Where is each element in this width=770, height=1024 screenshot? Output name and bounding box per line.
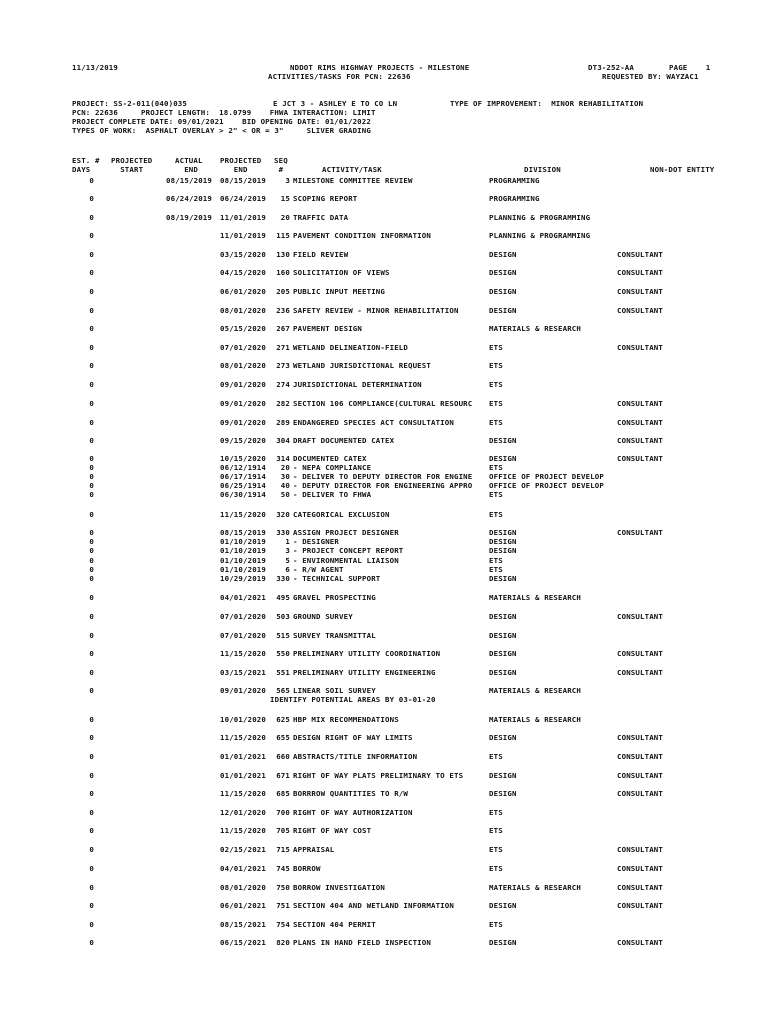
row-activity: ENDANGERED SPECIES ACT CONSULTATION (293, 418, 454, 427)
report-id: DT3-252-AA (588, 63, 634, 72)
col-division: DIVISION (524, 165, 561, 174)
row-days: 0 (89, 343, 94, 352)
row-seq: 130 (276, 250, 290, 259)
row-days: 0 (89, 612, 94, 621)
row-projected-end: 05/15/2020 (220, 324, 266, 333)
row-projected-end: 06/30/1914 (220, 490, 266, 499)
row-projected-end: 01/01/2021 (220, 771, 266, 780)
row-seq: 20 (280, 213, 290, 222)
row-actual-end: 06/24/2019 (166, 194, 212, 203)
row-seq: 660 (276, 752, 290, 761)
row-days: 0 (89, 472, 94, 481)
row-division: ETS (489, 343, 503, 352)
row-projected-end: 08/01/2020 (220, 306, 266, 315)
row-days: 0 (89, 324, 94, 333)
row-projected-end: 01/10/2019 (220, 537, 266, 546)
col-activity: ACTIVITY/TASK (322, 165, 382, 174)
row-projected-end: 04/01/2021 (220, 864, 266, 873)
row-days: 0 (89, 565, 94, 574)
row-division: PLANNING & PROGRAMMING (489, 231, 591, 240)
row-division: DESIGN (489, 574, 517, 583)
row-projected-end: 11/15/2020 (220, 649, 266, 658)
row-seq: 160 (276, 268, 290, 277)
row-entity: CONSULTANT (617, 901, 663, 910)
row-division: MATERIALS & RESEARCH (489, 593, 581, 602)
row-projected-end: 07/01/2020 (220, 631, 266, 640)
row-seq: 565 (276, 686, 290, 695)
row-projected-end: 09/01/2020 (220, 380, 266, 389)
row-division: ETS (489, 463, 503, 472)
row-projected-end: 09/01/2020 (220, 399, 266, 408)
row-seq: 115 (276, 231, 290, 240)
row-days: 0 (89, 938, 94, 947)
row-projected-end: 11/01/2019 (220, 213, 266, 222)
row-entity: CONSULTANT (617, 250, 663, 259)
types-of-work: TYPES OF WORK: ASPHALT OVERLAY > 2" < OR = 3" SLIVER GRADING (72, 126, 371, 135)
row-note: IDENTIFY POTENTIAL AREAS BY 03-01-20 (270, 695, 436, 704)
improvement-type: TYPE OF IMPROVEMENT: MINOR REHABILITATION (450, 99, 644, 108)
row-division: ETS (489, 418, 503, 427)
row-days: 0 (89, 490, 94, 499)
row-entity: CONSULTANT (617, 938, 663, 947)
row-activity: PRELIMINARY UTILITY COORDINATION (293, 649, 441, 658)
row-seq: 515 (276, 631, 290, 640)
row-division: DESIGN (489, 612, 517, 621)
row-division: OFFICE OF PROJECT DEVELOP (489, 472, 604, 481)
col-est-days: EST. # DAYS (72, 156, 100, 175)
row-division: ETS (489, 826, 503, 835)
row-seq: 625 (276, 715, 290, 724)
row-activity: SECTION 106 COMPLIANCE(CULTURAL RESOURC (293, 399, 473, 408)
row-projected-end: 03/15/2021 (220, 668, 266, 677)
row-days: 0 (89, 556, 94, 565)
row-division: ETS (489, 510, 503, 519)
requested-by: REQUESTED BY: WAYZAC1 (602, 72, 699, 81)
row-division: DESIGN (489, 454, 517, 463)
row-days: 0 (89, 686, 94, 695)
row-seq: 3 (285, 546, 290, 555)
row-activity: PLANS IN HAND FIELD INSPECTION (293, 938, 431, 947)
row-division: PLANNING & PROGRAMMING (489, 213, 591, 222)
row-entity: CONSULTANT (617, 733, 663, 742)
row-days: 0 (89, 826, 94, 835)
row-seq: 751 (276, 901, 290, 910)
row-activity: - DELIVER TO FHWA (293, 490, 372, 499)
row-seq: 820 (276, 938, 290, 947)
row-activity: GRAVEL PROSPECTING (293, 593, 376, 602)
col-projected-end: PROJECTED END (220, 156, 262, 175)
row-entity: CONSULTANT (617, 771, 663, 780)
row-seq: 1 (285, 537, 290, 546)
row-activity: RIGHT OF WAY COST (293, 826, 372, 835)
row-seq: 754 (276, 920, 290, 929)
row-seq: 655 (276, 733, 290, 742)
row-projected-end: 10/29/2019 (220, 574, 266, 583)
row-activity: WETLAND DELINEATION-FIELD (293, 343, 408, 352)
row-activity: - DEPUTY DIRECTOR FOR ENGINEERING APPRO (293, 481, 473, 490)
row-seq: 20 (280, 463, 290, 472)
row-division: MATERIALS & RESEARCH (489, 686, 581, 695)
row-division: ETS (489, 845, 503, 854)
row-seq: 236 (276, 306, 290, 315)
project-pcn-line: PCN: 22636 PROJECT LENGTH: 18.0799 FHWA INTERACTION: LIMIT (72, 108, 376, 117)
row-days: 0 (89, 481, 94, 490)
row-activity: WETLAND JURISDICTIONAL REQUEST (293, 361, 431, 370)
row-days: 0 (89, 593, 94, 602)
row-division: DESIGN (489, 537, 517, 546)
row-activity: SAFETY REVIEW - MINOR REHABILITATION (293, 306, 459, 315)
row-activity: - TECHNICAL SUPPORT (293, 574, 381, 583)
row-projected-end: 06/01/2021 (220, 901, 266, 910)
row-division: MATERIALS & RESEARCH (489, 715, 581, 724)
row-seq: 745 (276, 864, 290, 873)
row-days: 0 (89, 194, 94, 203)
row-division: MATERIALS & RESEARCH (489, 883, 581, 892)
row-entity: CONSULTANT (617, 343, 663, 352)
row-projected-end: 08/15/2019 (220, 528, 266, 537)
row-division: DESIGN (489, 287, 517, 296)
row-activity: BORROW INVESTIGATION (293, 883, 385, 892)
report-subtitle: ACTIVITIES/TASKS FOR PCN: 22636 (268, 72, 411, 81)
row-division: DESIGN (489, 250, 517, 259)
project-location: E JCT 3 - ASHLEY E TO CO LN (273, 99, 398, 108)
row-days: 0 (89, 418, 94, 427)
row-days: 0 (89, 631, 94, 640)
col-actual-end: ACTUAL END (175, 156, 203, 175)
col-projected-start: PROJECTED START (111, 156, 153, 175)
row-projected-end: 09/15/2020 (220, 436, 266, 445)
row-days: 0 (89, 808, 94, 817)
row-projected-end: 07/01/2020 (220, 612, 266, 621)
row-days: 0 (89, 537, 94, 546)
row-seq: 30 (280, 472, 290, 481)
row-projected-end: 07/01/2020 (220, 343, 266, 352)
row-projected-end: 08/01/2020 (220, 361, 266, 370)
row-days: 0 (89, 668, 94, 677)
row-days: 0 (89, 380, 94, 389)
row-days: 0 (89, 250, 94, 259)
row-projected-end: 02/15/2021 (220, 845, 266, 854)
row-days: 0 (89, 546, 94, 555)
row-seq: 5 (285, 556, 290, 565)
row-entity: CONSULTANT (617, 668, 663, 677)
row-days: 0 (89, 864, 94, 873)
row-division: ETS (489, 808, 503, 817)
row-seq: 6 (285, 565, 290, 574)
row-entity: CONSULTANT (617, 789, 663, 798)
row-projected-end: 01/10/2019 (220, 546, 266, 555)
row-division: DESIGN (489, 631, 517, 640)
project-number: PROJECT: SS-2-011(040)035 (72, 99, 187, 108)
row-activity: HBP MIX RECOMMENDATIONS (293, 715, 399, 724)
row-division: ETS (489, 752, 503, 761)
row-projected-end: 06/15/2021 (220, 938, 266, 947)
row-projected-end: 06/17/1914 (220, 472, 266, 481)
project-dates-line: PROJECT COMPLETE DATE: 09/01/2021 BID OPENING DATE: 01/01/2022 (72, 117, 371, 126)
row-seq: 685 (276, 789, 290, 798)
row-division: MATERIALS & RESEARCH (489, 324, 581, 333)
row-seq: 273 (276, 361, 290, 370)
row-activity: SOLICITATION OF VIEWS (293, 268, 390, 277)
row-division: OFFICE OF PROJECT DEVELOP (489, 481, 604, 490)
row-days: 0 (89, 733, 94, 742)
row-division: DESIGN (489, 649, 517, 658)
row-activity: - PROJECT CONCEPT REPORT (293, 546, 404, 555)
row-seq: 700 (276, 808, 290, 817)
row-seq: 271 (276, 343, 290, 352)
row-activity: SURVEY TRANSMITTAL (293, 631, 376, 640)
row-seq: 330 (276, 528, 290, 537)
row-activity: - ENVIRONMENTAL LIAISON (293, 556, 399, 565)
row-division: DESIGN (489, 938, 517, 947)
row-days: 0 (89, 454, 94, 463)
row-seq: 50 (280, 490, 290, 499)
col-non-dot-entity: NON-DOT ENTITY (650, 165, 715, 174)
row-entity: CONSULTANT (617, 883, 663, 892)
row-days: 0 (89, 715, 94, 724)
row-activity: TRAFFIC DATA (293, 213, 349, 222)
row-activity: FIELD REVIEW (293, 250, 349, 259)
row-seq: 551 (276, 668, 290, 677)
row-days: 0 (89, 510, 94, 519)
row-division: ETS (489, 920, 503, 929)
row-days: 0 (89, 287, 94, 296)
row-days: 0 (89, 901, 94, 910)
row-activity: MILESTONE COMMITTEE REVIEW (293, 176, 413, 185)
row-division: ETS (489, 380, 503, 389)
row-activity: RIGHT OF WAY PLATS PRELIMINARY TO ETS (293, 771, 464, 780)
row-days: 0 (89, 789, 94, 798)
row-entity: CONSULTANT (617, 436, 663, 445)
row-seq: 304 (276, 436, 290, 445)
row-division: ETS (489, 361, 503, 370)
row-entity: CONSULTANT (617, 528, 663, 537)
row-projected-end: 04/01/2021 (220, 593, 266, 602)
row-seq: 282 (276, 399, 290, 408)
report-title: NDDOT RIMS HIGHWAY PROJECTS - MILESTONE (290, 63, 470, 72)
row-entity: CONSULTANT (617, 268, 663, 277)
row-activity: SCOPING REPORT (293, 194, 358, 203)
row-projected-end: 11/15/2020 (220, 789, 266, 798)
row-division: DESIGN (489, 668, 517, 677)
row-division: DESIGN (489, 901, 517, 910)
row-projected-end: 11/15/2020 (220, 510, 266, 519)
row-days: 0 (89, 268, 94, 277)
row-days: 0 (89, 213, 94, 222)
row-seq: 274 (276, 380, 290, 389)
row-projected-end: 12/01/2020 (220, 808, 266, 817)
row-seq: 15 (280, 194, 290, 203)
row-projected-end: 06/01/2020 (220, 287, 266, 296)
row-entity: CONSULTANT (617, 845, 663, 854)
page-number: PAGE 1 (669, 63, 711, 72)
row-entity: CONSULTANT (617, 752, 663, 761)
row-division: ETS (489, 565, 503, 574)
row-projected-end: 09/01/2020 (220, 418, 266, 427)
row-activity: - NEPA COMPLIANCE (293, 463, 372, 472)
row-days: 0 (89, 649, 94, 658)
row-activity: BORRROW QUANTITIES TO R/W (293, 789, 408, 798)
row-division: PROGRAMMING (489, 194, 540, 203)
row-days: 0 (89, 574, 94, 583)
row-activity: APPRAISAL (293, 845, 335, 854)
row-entity: CONSULTANT (617, 864, 663, 873)
row-entity: CONSULTANT (617, 612, 663, 621)
row-projected-end: 08/15/2019 (220, 176, 266, 185)
row-activity: PRELIMINARY UTILITY ENGINEERING (293, 668, 436, 677)
row-days: 0 (89, 463, 94, 472)
row-days: 0 (89, 752, 94, 761)
row-seq: 750 (276, 883, 290, 892)
row-projected-end: 04/15/2020 (220, 268, 266, 277)
row-entity: CONSULTANT (617, 306, 663, 315)
row-entity: CONSULTANT (617, 287, 663, 296)
row-seq: 495 (276, 593, 290, 602)
row-activity: - DESIGNER (293, 537, 339, 546)
row-activity: DRAFT DOCUMENTED CATEX (293, 436, 395, 445)
row-division: DESIGN (489, 528, 517, 537)
row-seq: 3 (285, 176, 290, 185)
row-projected-end: 08/01/2020 (220, 883, 266, 892)
row-projected-end: 11/15/2020 (220, 733, 266, 742)
row-actual-end: 08/19/2019 (166, 213, 212, 222)
row-activity: RIGHT OF WAY AUTHORIZATION (293, 808, 413, 817)
row-projected-end: 10/15/2020 (220, 454, 266, 463)
row-entity: CONSULTANT (617, 399, 663, 408)
row-seq: 40 (280, 481, 290, 490)
row-seq: 320 (276, 510, 290, 519)
row-activity: LINEAR SOIL SURVEY (293, 686, 376, 695)
row-days: 0 (89, 399, 94, 408)
row-projected-end: 06/24/2019 (220, 194, 266, 203)
row-projected-end: 09/01/2020 (220, 686, 266, 695)
row-activity: DOCUMENTED CATEX (293, 454, 367, 463)
row-activity: PAVEMENT DESIGN (293, 324, 362, 333)
row-days: 0 (89, 771, 94, 780)
row-seq: 705 (276, 826, 290, 835)
row-days: 0 (89, 845, 94, 854)
row-entity: CONSULTANT (617, 454, 663, 463)
row-activity: SECTION 404 AND WETLAND INFORMATION (293, 901, 454, 910)
row-seq: 550 (276, 649, 290, 658)
row-days: 0 (89, 176, 94, 185)
row-projected-end: 08/15/2021 (220, 920, 266, 929)
row-activity: PAVEMENT CONDITION INFORMATION (293, 231, 431, 240)
row-division: DESIGN (489, 771, 517, 780)
row-projected-end: 01/01/2021 (220, 752, 266, 761)
row-projected-end: 03/15/2020 (220, 250, 266, 259)
row-entity: CONSULTANT (617, 649, 663, 658)
row-division: ETS (489, 490, 503, 499)
row-division: DESIGN (489, 733, 517, 742)
row-activity: GROUND SURVEY (293, 612, 353, 621)
row-projected-end: 06/25/1914 (220, 481, 266, 490)
row-activity: JURISDICTIONAL DETERMINATION (293, 380, 422, 389)
row-days: 0 (89, 306, 94, 315)
row-days: 0 (89, 436, 94, 445)
row-projected-end: 01/10/2019 (220, 565, 266, 574)
row-division: DESIGN (489, 546, 517, 555)
row-division: ETS (489, 864, 503, 873)
row-seq: 314 (276, 454, 290, 463)
row-seq: 671 (276, 771, 290, 780)
row-days: 0 (89, 361, 94, 370)
row-division: ETS (489, 556, 503, 565)
row-activity: SECTION 404 PERMIT (293, 920, 376, 929)
row-seq: 503 (276, 612, 290, 621)
col-seq: SEQ # (274, 156, 288, 175)
row-activity: PUBLIC INPUT MEETING (293, 287, 385, 296)
row-division: DESIGN (489, 306, 517, 315)
row-projected-end: 01/10/2019 (220, 556, 266, 565)
row-division: ETS (489, 399, 503, 408)
row-seq: 330 (276, 574, 290, 583)
row-division: DESIGN (489, 436, 517, 445)
row-activity: CATEGORICAL EXCLUSION (293, 510, 390, 519)
row-actual-end: 08/15/2019 (166, 176, 212, 185)
row-seq: 289 (276, 418, 290, 427)
row-days: 0 (89, 231, 94, 240)
report-date: 11/13/2019 (72, 63, 118, 72)
row-seq: 205 (276, 287, 290, 296)
row-activity: BORROW (293, 864, 321, 873)
row-projected-end: 10/01/2020 (220, 715, 266, 724)
row-seq: 267 (276, 324, 290, 333)
row-division: PROGRAMMING (489, 176, 540, 185)
row-days: 0 (89, 528, 94, 537)
row-entity: CONSULTANT (617, 418, 663, 427)
row-projected-end: 11/15/2020 (220, 826, 266, 835)
row-division: DESIGN (489, 268, 517, 277)
row-seq: 715 (276, 845, 290, 854)
row-days: 0 (89, 883, 94, 892)
row-days: 0 (89, 920, 94, 929)
row-division: DESIGN (489, 789, 517, 798)
row-projected-end: 11/01/2019 (220, 231, 266, 240)
row-activity: ABSTRACTS/TITLE INFORMATION (293, 752, 418, 761)
row-activity: - R/W AGENT (293, 565, 344, 574)
row-activity: ASSIGN PROJECT DESIGNER (293, 528, 399, 537)
row-activity: DESIGN RIGHT OF WAY LIMITS (293, 733, 413, 742)
row-activity: - DELIVER TO DEPUTY DIRECTOR FOR ENGINE (293, 472, 473, 481)
row-projected-end: 06/12/1914 (220, 463, 266, 472)
